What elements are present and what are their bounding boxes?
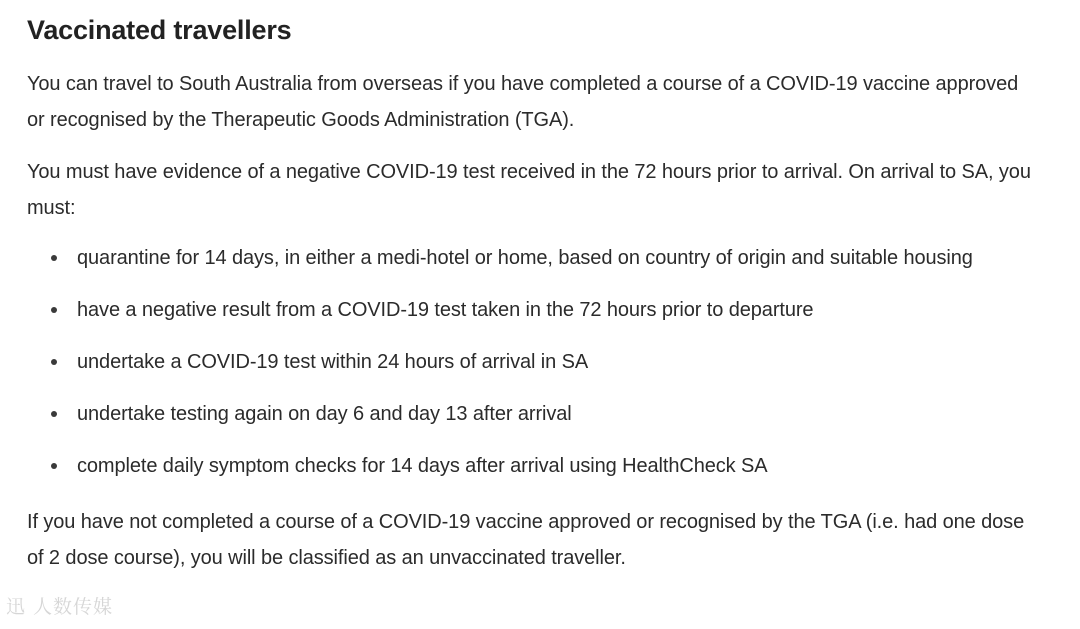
main-content <box>27 12 1037 576</box>
bullet-icon <box>51 307 57 313</box>
bullet-icon <box>51 463 57 469</box>
list-item <box>27 240 1037 276</box>
list-item-text: quarantine for 14 days, in either a medi-hotel or home, based on country of origin and suitable housing <box>77 247 973 269</box>
list-item <box>27 344 1037 380</box>
unvaccinated-paragraph: If you have not completed a course of a COVID-19 vaccine approved or recognised by the TGA (i.e. had one dose of 2 dose course), you will be classified as an unvaccinated traveller. <box>27 511 1025 569</box>
list-item <box>27 292 1037 328</box>
list-item-text: undertake testing again on day 6 and day 13 after arrival <box>77 403 572 425</box>
list-item-text: complete daily symptom checks for 14 days after arrival using HealthCheck SA <box>77 455 768 477</box>
watermark-logo: 迅 人数传媒 <box>6 596 114 618</box>
list-item-text: have a negative result from a COVID-19 test taken in the 72 hours prior to departure <box>77 299 814 321</box>
page-heading: Vaccinated travellers <box>27 15 292 45</box>
requirements-list <box>27 240 1037 484</box>
list-item <box>27 396 1037 432</box>
bullet-icon <box>51 359 57 365</box>
test-requirement-paragraph: You must have evidence of a negative COVID-19 test received in the 72 hours prior to arrival. On arrival to SA, you must: <box>27 161 1031 219</box>
list-item-text: undertake a COVID-19 test within 24 hours of arrival in SA <box>77 351 589 373</box>
intro-paragraph: You can travel to South Australia from overseas if you have completed a course of a COVID-19 vaccine approved or recognised by the Therapeutic Goods Administration (TGA). <box>27 73 1019 131</box>
bullet-icon <box>51 255 57 261</box>
bullet-icon <box>51 411 57 417</box>
list-item <box>27 448 1037 484</box>
